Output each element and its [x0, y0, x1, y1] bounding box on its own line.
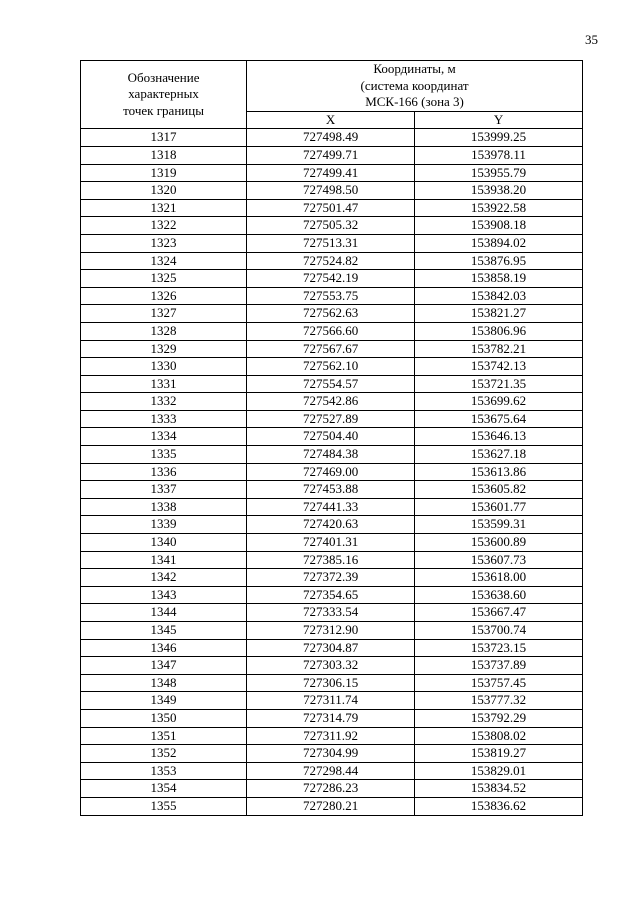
y-coordinate-cell: 153834.52 — [415, 780, 583, 798]
table-row — [81, 446, 583, 464]
table-row — [81, 358, 583, 376]
x-coordinate-cell: 727311.74 — [247, 692, 415, 710]
table-row — [81, 146, 583, 164]
y-coordinate-cell: 153806.96 — [415, 322, 583, 340]
point-id-cell: 1318 — [81, 146, 247, 164]
x-coordinate-cell: 727553.75 — [247, 287, 415, 305]
x-coordinate-cell: 727498.49 — [247, 129, 415, 147]
point-id-cell: 1333 — [81, 410, 247, 428]
x-coordinate-cell: 727354.65 — [247, 586, 415, 604]
table-row — [81, 534, 583, 552]
table-row — [81, 551, 583, 569]
point-id-cell: 1338 — [81, 498, 247, 516]
x-coordinate-cell: 727505.32 — [247, 217, 415, 235]
x-coordinate-cell: 727566.60 — [247, 322, 415, 340]
table-row — [81, 322, 583, 340]
header-row-top — [81, 61, 583, 112]
x-coordinate-cell: 727469.00 — [247, 463, 415, 481]
y-coordinate-cell: 153999.25 — [415, 129, 583, 147]
x-coordinate-cell: 727498.50 — [247, 182, 415, 200]
y-coordinate-cell: 153894.02 — [415, 234, 583, 252]
point-id-cell: 1354 — [81, 780, 247, 798]
table-row — [81, 797, 583, 815]
y-coordinate-cell: 153908.18 — [415, 217, 583, 235]
point-id-cell: 1350 — [81, 709, 247, 727]
x-coordinate-cell: 727304.99 — [247, 745, 415, 763]
table-row — [81, 674, 583, 692]
table-row — [81, 780, 583, 798]
y-coordinate-cell: 153829.01 — [415, 762, 583, 780]
x-coordinate-cell: 727385.16 — [247, 551, 415, 569]
table-row — [81, 463, 583, 481]
x-coordinate-cell: 727504.40 — [247, 428, 415, 446]
y-coordinate-cell: 153978.11 — [415, 146, 583, 164]
header-x: X — [247, 111, 415, 129]
point-id-cell: 1319 — [81, 164, 247, 182]
x-coordinate-cell: 727527.89 — [247, 410, 415, 428]
y-coordinate-cell: 153675.64 — [415, 410, 583, 428]
table-row — [81, 481, 583, 499]
table-row — [81, 498, 583, 516]
header-designation-line: точек границы — [123, 102, 204, 118]
x-coordinate-cell: 727562.63 — [247, 305, 415, 323]
table-header — [81, 61, 583, 129]
header-designation — [81, 61, 247, 129]
y-coordinate-cell: 153777.32 — [415, 692, 583, 710]
y-coordinate-cell: 153742.13 — [415, 358, 583, 376]
y-coordinate-cell: 153638.60 — [415, 586, 583, 604]
point-id-cell: 1332 — [81, 393, 247, 411]
y-coordinate-cell: 153821.27 — [415, 305, 583, 323]
header-y: Y — [415, 111, 583, 129]
x-coordinate-cell: 727554.57 — [247, 375, 415, 393]
y-coordinate-cell: 153605.82 — [415, 481, 583, 499]
y-coordinate-cell: 153819.27 — [415, 745, 583, 763]
table-row — [81, 217, 583, 235]
y-coordinate-cell: 153613.86 — [415, 463, 583, 481]
header-coordinates-line: МСК-166 (зона 3) — [365, 94, 464, 110]
point-id-cell: 1323 — [81, 234, 247, 252]
point-id-cell: 1343 — [81, 586, 247, 604]
table-row — [81, 199, 583, 217]
header-coordinates-line: Координаты, м — [373, 61, 456, 76]
y-coordinate-cell: 153757.45 — [415, 674, 583, 692]
table-row — [81, 762, 583, 780]
point-id-cell: 1342 — [81, 569, 247, 587]
table-row — [81, 657, 583, 675]
table-row — [81, 287, 583, 305]
x-coordinate-cell: 727304.87 — [247, 639, 415, 657]
point-id-cell: 1329 — [81, 340, 247, 358]
point-id-cell: 1325 — [81, 270, 247, 288]
x-coordinate-cell: 727567.67 — [247, 340, 415, 358]
y-coordinate-cell: 153721.35 — [415, 375, 583, 393]
point-id-cell: 1328 — [81, 322, 247, 340]
table-row — [81, 586, 583, 604]
table-row — [81, 182, 583, 200]
y-coordinate-cell: 153836.62 — [415, 797, 583, 815]
table-row — [81, 410, 583, 428]
x-coordinate-cell: 727499.71 — [247, 146, 415, 164]
point-id-cell: 1317 — [81, 129, 247, 147]
point-id-cell: 1355 — [81, 797, 247, 815]
header-designation-line: характерных — [128, 86, 199, 102]
point-id-cell: 1336 — [81, 463, 247, 481]
point-id-cell: 1335 — [81, 446, 247, 464]
point-id-cell: 1331 — [81, 375, 247, 393]
table-row — [81, 516, 583, 534]
x-coordinate-cell: 727314.79 — [247, 709, 415, 727]
table-row — [81, 340, 583, 358]
y-coordinate-cell: 153808.02 — [415, 727, 583, 745]
x-coordinate-cell: 727542.19 — [247, 270, 415, 288]
point-id-cell: 1322 — [81, 217, 247, 235]
x-coordinate-cell: 727306.15 — [247, 674, 415, 692]
x-coordinate-cell: 727333.54 — [247, 604, 415, 622]
point-id-cell: 1345 — [81, 622, 247, 640]
point-id-cell: 1340 — [81, 534, 247, 552]
x-coordinate-cell: 727303.32 — [247, 657, 415, 675]
x-coordinate-cell: 727499.41 — [247, 164, 415, 182]
table-row — [81, 428, 583, 446]
y-coordinate-cell: 153599.31 — [415, 516, 583, 534]
y-coordinate-cell: 153858.19 — [415, 270, 583, 288]
coordinates-table — [80, 60, 583, 816]
y-coordinate-cell: 153607.73 — [415, 551, 583, 569]
table-row — [81, 270, 583, 288]
y-coordinate-cell: 153600.89 — [415, 534, 583, 552]
point-id-cell: 1344 — [81, 604, 247, 622]
y-coordinate-cell: 153700.74 — [415, 622, 583, 640]
x-coordinate-cell: 727441.33 — [247, 498, 415, 516]
x-coordinate-cell: 727453.88 — [247, 481, 415, 499]
table-row — [81, 252, 583, 270]
table-row — [81, 639, 583, 657]
x-coordinate-cell: 727542.86 — [247, 393, 415, 411]
x-coordinate-cell: 727311.92 — [247, 727, 415, 745]
point-id-cell: 1341 — [81, 551, 247, 569]
table-row — [81, 234, 583, 252]
point-id-cell: 1324 — [81, 252, 247, 270]
y-coordinate-cell: 153876.95 — [415, 252, 583, 270]
table-row — [81, 622, 583, 640]
y-coordinate-cell: 153646.13 — [415, 428, 583, 446]
y-coordinate-cell: 153737.89 — [415, 657, 583, 675]
point-id-cell: 1348 — [81, 674, 247, 692]
header-designation-line: Обозначение — [127, 69, 200, 85]
point-id-cell: 1337 — [81, 481, 247, 499]
point-id-cell: 1320 — [81, 182, 247, 200]
y-coordinate-cell: 153955.79 — [415, 164, 583, 182]
x-coordinate-cell: 727372.39 — [247, 569, 415, 587]
y-coordinate-cell: 153699.62 — [415, 393, 583, 411]
point-id-cell: 1352 — [81, 745, 247, 763]
y-coordinate-cell: 153601.77 — [415, 498, 583, 516]
x-coordinate-cell: 727501.47 — [247, 199, 415, 217]
page-number: 35 — [585, 32, 598, 47]
table-row — [81, 745, 583, 763]
point-id-cell: 1347 — [81, 657, 247, 675]
x-coordinate-cell: 727484.38 — [247, 446, 415, 464]
point-id-cell: 1353 — [81, 762, 247, 780]
y-coordinate-cell: 153782.21 — [415, 340, 583, 358]
x-coordinate-cell: 727312.90 — [247, 622, 415, 640]
point-id-cell: 1351 — [81, 727, 247, 745]
y-coordinate-cell: 153627.18 — [415, 446, 583, 464]
y-coordinate-cell: 153667.47 — [415, 604, 583, 622]
y-coordinate-cell: 153618.00 — [415, 569, 583, 587]
y-coordinate-cell: 153842.03 — [415, 287, 583, 305]
x-coordinate-cell: 727420.63 — [247, 516, 415, 534]
table-row — [81, 375, 583, 393]
table-row — [81, 604, 583, 622]
point-id-cell: 1327 — [81, 305, 247, 323]
table-row — [81, 569, 583, 587]
point-id-cell: 1339 — [81, 516, 247, 534]
x-coordinate-cell: 727280.21 — [247, 797, 415, 815]
point-id-cell: 1346 — [81, 639, 247, 657]
y-coordinate-cell: 153938.20 — [415, 182, 583, 200]
x-coordinate-cell: 727524.82 — [247, 252, 415, 270]
x-coordinate-cell: 727286.23 — [247, 780, 415, 798]
x-coordinate-cell: 727401.31 — [247, 534, 415, 552]
table-row — [81, 164, 583, 182]
table-row — [81, 727, 583, 745]
table-row — [81, 129, 583, 147]
x-coordinate-cell: 727298.44 — [247, 762, 415, 780]
table-body — [81, 129, 583, 815]
table-row — [81, 305, 583, 323]
x-coordinate-cell: 727513.31 — [247, 234, 415, 252]
point-id-cell: 1326 — [81, 287, 247, 305]
point-id-cell: 1321 — [81, 199, 247, 217]
point-id-cell: 1334 — [81, 428, 247, 446]
y-coordinate-cell: 153922.58 — [415, 199, 583, 217]
point-id-cell: 1349 — [81, 692, 247, 710]
header-coordinates-line: (система координат — [360, 77, 469, 93]
y-coordinate-cell: 153792.29 — [415, 709, 583, 727]
y-coordinate-cell: 153723.15 — [415, 639, 583, 657]
table-row — [81, 393, 583, 411]
x-coordinate-cell: 727562.10 — [247, 358, 415, 376]
table-row — [81, 709, 583, 727]
table-row — [81, 692, 583, 710]
header-coordinates — [247, 61, 583, 112]
point-id-cell: 1330 — [81, 358, 247, 376]
